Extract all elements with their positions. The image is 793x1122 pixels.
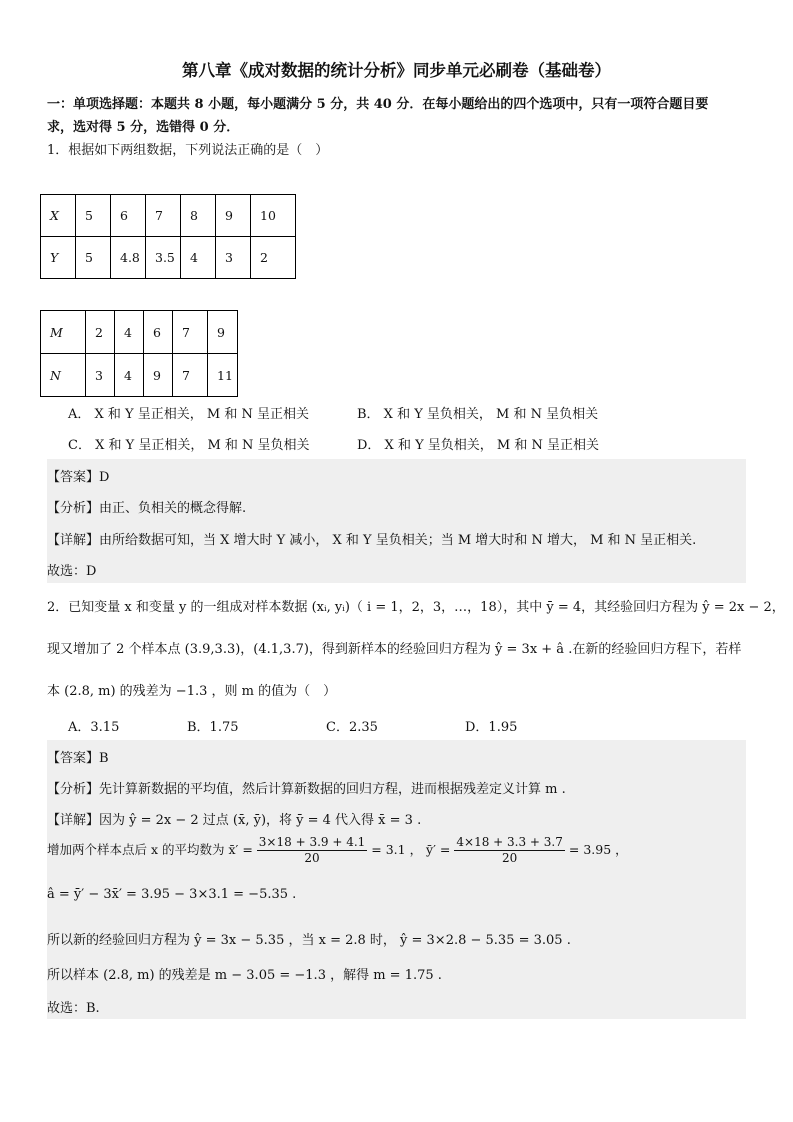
- table-cell: Y: [41, 237, 76, 279]
- table-cell: 6: [111, 195, 146, 237]
- q2-stem-line1: 2．已知变量 x 和变量 y 的一组成对样本数据 (xᵢ, yᵢ)（ i = 1，2，3，…，18），其中 ȳ = 4，其经验回归方程为 ŷ = 2x − 2，: [47, 600, 785, 615]
- q2-stem-line2: 现又增加了 2 个样本点 (3.9,3.3)，(4.1,3.7)，得到新样本的经验回归方程为 ŷ = 3x + â .在新的经验回归方程下，若样: [47, 642, 742, 657]
- table-cell: 11: [208, 354, 238, 397]
- q2-option-a: A．3.15: [68, 720, 120, 735]
- q2-choose: 故选：B.: [47, 1001, 100, 1016]
- q2-mean-y-fraction: [454, 835, 565, 866]
- q2-option-c: C．2.35: [326, 720, 378, 735]
- fraction-numerator: 4×18 + 3.3 + 3.7: [456, 835, 563, 849]
- q1-detail: 【详解】由所给数据可知，当 X 增大时 Y 减小， X 和 Y 呈负相关；当 M 增大时和 N 增大， M 和 N 呈正相关.: [47, 533, 697, 548]
- q2-detail-line2: [47, 835, 628, 866]
- q1-choose: 故选：D: [47, 564, 97, 579]
- table-cell: 7: [173, 354, 208, 397]
- fraction-numerator: 3×18 + 3.9 + 4.1: [258, 835, 366, 849]
- table-cell: N: [41, 354, 86, 397]
- fraction-denominator: 20: [502, 851, 518, 865]
- document-title: 第八章《成对数据的统计分析》同步单元必刷卷（基础卷）: [182, 61, 611, 80]
- q2-detail-line5: 所以样本 (2.8, m) 的残差是 m − 3.05 = −1.3 ，解得 m = 1.75 .: [47, 968, 442, 983]
- table-cell: 8: [181, 195, 216, 237]
- table-cell: 4: [115, 311, 144, 354]
- table-cell: 6: [144, 311, 173, 354]
- table-row: [41, 237, 296, 279]
- table-cell: 2: [86, 311, 115, 354]
- fraction-denominator: 20: [304, 851, 320, 865]
- q2-detail-line1: 【详解】因为 ŷ = 2x − 2 过点 (x̄, ȳ)，将 ȳ = 4 代入得 x̄ = 3 .: [47, 813, 422, 828]
- table-cell: 4.8: [111, 237, 146, 279]
- table-cell: 4: [115, 354, 144, 397]
- table-cell: 5: [76, 195, 111, 237]
- q2-analysis: 【分析】先计算新数据的平均值，然后计算新数据的回归方程，进而根据残差定义计算 m .: [47, 782, 566, 797]
- q2-answer: 【答案】B: [47, 751, 109, 766]
- q1-analysis: 【分析】由正、负相关的概念得解.: [47, 501, 247, 516]
- table-cell: 3.5: [146, 237, 181, 279]
- q1-solution-box: [47, 459, 746, 583]
- q2-mean-x-fraction: [257, 835, 368, 866]
- q1-option-a: A． X 和 Y 呈正相关， M 和 N 呈正相关: [68, 407, 309, 422]
- table-cell: 2: [251, 237, 296, 279]
- table-row: [41, 195, 296, 237]
- q2-mean-x-label: 增加两个样本点后 x 的平均数为 x̄′ =: [47, 842, 253, 857]
- table-cell: X: [41, 195, 76, 237]
- table-cell: 4: [181, 237, 216, 279]
- q2-stem-line3: 本 (2.8, m) 的残差为 −1.3 ，则 m 的值为（ ）: [47, 684, 337, 699]
- table-row: [41, 311, 238, 354]
- table-cell: 7: [146, 195, 181, 237]
- q1-table-mn: [40, 310, 238, 397]
- q2-mean-y-result: = 3.95 ，: [568, 842, 628, 857]
- q2-detail-line3: â = ȳ′ − 3x̄′ = 3.95 − 3×3.1 = −5.35 .: [47, 887, 297, 902]
- q1-option-c: C． X 和 Y 呈正相关， M 和 N 呈负相关: [68, 438, 310, 453]
- table-cell: 9: [208, 311, 238, 354]
- table-cell: 5: [76, 237, 111, 279]
- table-cell: 10: [251, 195, 296, 237]
- table-cell: 3: [86, 354, 115, 397]
- q1-option-b: B． X 和 Y 呈负相关， M 和 N 呈负相关: [357, 407, 599, 422]
- q2-option-b: B．1.75: [187, 720, 239, 735]
- q2-detail-line4: 所以新的经验回归方程为 ŷ = 3x − 5.35 ，当 x = 2.8 时， ŷ = 3×2.8 − 5.35 = 3.05 .: [47, 933, 571, 948]
- table-cell: 3: [216, 237, 251, 279]
- q2-option-d: D．1.95: [465, 720, 518, 735]
- table-cell: 7: [173, 311, 208, 354]
- section-instructions-line1: 一：单项选择题：本题共 8 小题，每小题满分 5 分，共 40 分．在每小题给出的四个选项中，只有一项符合题目要: [47, 97, 709, 112]
- q2-mean-y-label: = 3.1 ， ȳ′ =: [371, 842, 451, 857]
- q1-option-d: D． X 和 Y 呈负相关， M 和 N 呈正相关: [357, 438, 600, 453]
- table-row: [41, 354, 238, 397]
- q1-answer: 【答案】D: [47, 470, 110, 485]
- q1-table-xy: [40, 194, 296, 279]
- section-instructions-line2: 求，选对得 5 分，选错得 0 分．: [47, 120, 240, 135]
- table-cell: 9: [216, 195, 251, 237]
- table-cell: 9: [144, 354, 173, 397]
- table-cell: M: [41, 311, 86, 354]
- q1-stem: 1．根据如下两组数据，下列说法正确的是（ ）: [47, 143, 329, 158]
